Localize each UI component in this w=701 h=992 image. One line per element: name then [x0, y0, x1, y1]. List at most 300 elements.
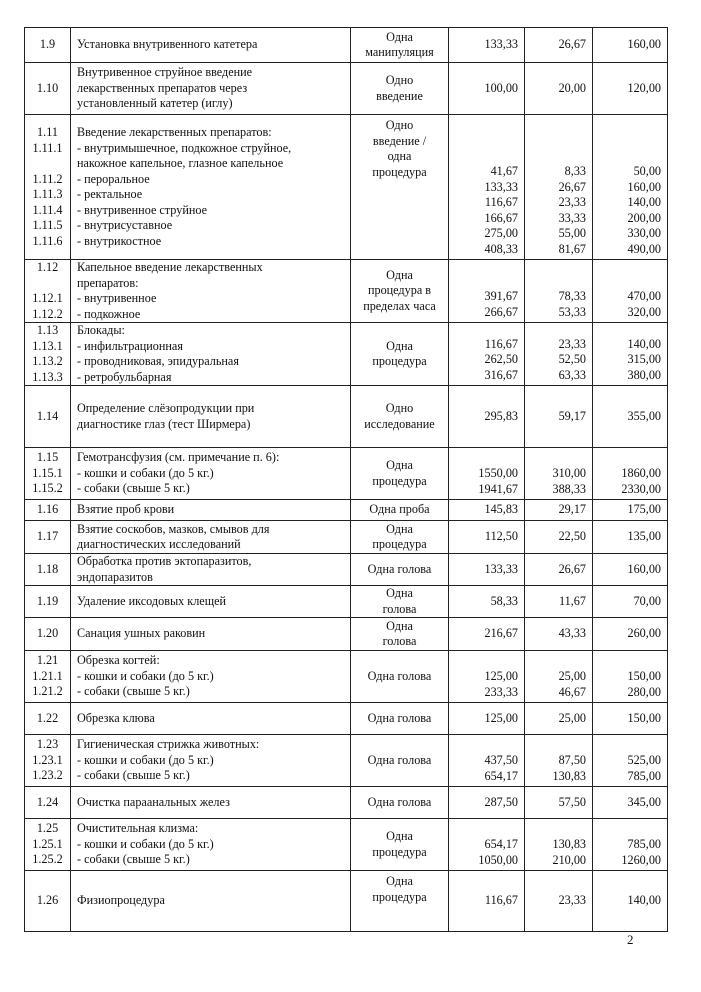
- price-with-vat-line: 160,00: [627, 179, 661, 194]
- price-with-vat-cell: [593, 63, 668, 115]
- unit-cell: [351, 618, 449, 651]
- price-without-vat-line: 41,67: [490, 164, 518, 178]
- price-with-vat-line: 140,00: [627, 336, 661, 351]
- item-code-cell: [25, 28, 71, 63]
- price-with-vat-line: 200,00: [627, 210, 661, 225]
- service-name-line: Гигиеническая стрижка животных:: [77, 737, 260, 752]
- item-code-line: 1.11.4: [32, 202, 63, 217]
- vat-line: 11,67: [559, 593, 586, 608]
- vat-cell: [525, 554, 593, 586]
- item-code-line: 1.14: [36, 408, 59, 423]
- service-name-line: - проводниковая, эпидуральная: [77, 354, 239, 368]
- service-name-cell: [71, 28, 351, 63]
- price-with-vat-line: 380,00: [627, 367, 661, 382]
- price-without-vat-line: 295,83: [484, 408, 518, 423]
- service-name-cell: [71, 448, 351, 500]
- vat-cell: [525, 28, 593, 63]
- service-name-line: - кошки и собаки (до 5 кг.): [77, 752, 214, 767]
- item-code-cell: [25, 260, 71, 323]
- page-number: 2: [627, 932, 634, 947]
- vat-cell: [525, 787, 593, 819]
- unit-cell: [351, 554, 449, 586]
- item-code-line: 1.23.2: [32, 768, 63, 783]
- vat-line: 25,00: [558, 710, 586, 725]
- service-name-line: - подкожное: [77, 306, 141, 321]
- table-row: [25, 386, 668, 448]
- item-code-line: 1.22: [36, 710, 59, 725]
- service-name-line: Гемотрансфузия (см. примечание п. 6):: [77, 450, 280, 465]
- service-name-line: - внутривенное: [77, 291, 157, 305]
- unit-cell: [351, 871, 449, 932]
- table-row: [25, 554, 668, 586]
- unit-line: Одна: [386, 29, 413, 44]
- price-without-vat-line: 437,50: [484, 753, 518, 767]
- item-code-line: 1.23: [36, 737, 59, 752]
- unit-line: исследование: [364, 416, 435, 431]
- price-with-vat-line: 160,00: [627, 37, 661, 52]
- vat-cell: [525, 586, 593, 618]
- item-code-cell: [25, 554, 71, 586]
- item-code-line: 1.13.2: [32, 354, 63, 368]
- vat-line: 26,67: [558, 561, 586, 576]
- price-without-vat-line: 1941,67: [478, 481, 518, 496]
- vat-cell: [525, 260, 593, 323]
- price-with-vat-line: 345,00: [627, 794, 661, 809]
- item-code-line: 1.25.1: [32, 836, 63, 851]
- unit-line: голова: [382, 601, 417, 616]
- price-with-vat-cell: [593, 323, 668, 386]
- vat-line: 33,33: [558, 210, 586, 225]
- vat-cell: [525, 521, 593, 554]
- price-with-vat-line: 150,00: [627, 669, 661, 683]
- price-with-vat-cell: [593, 586, 668, 618]
- price-without-vat-line: 654,17: [484, 768, 518, 783]
- unit-line: Одна голова: [367, 668, 432, 683]
- item-code-cell: [25, 871, 71, 932]
- unit-line: Одна: [386, 458, 413, 472]
- item-code-line: 1.11.1: [32, 140, 63, 155]
- unit-line: введение /: [372, 133, 427, 148]
- price-without-vat-line: 125,00: [484, 710, 518, 725]
- service-name-cell: [71, 260, 351, 323]
- item-code-line: 1.21: [36, 653, 59, 668]
- unit-line: Одно: [385, 401, 414, 415]
- item-code-cell: [25, 586, 71, 618]
- price-without-vat-line: 133,33: [484, 561, 518, 576]
- price-without-vat-cell: [449, 735, 525, 787]
- table-row: [25, 703, 668, 735]
- item-code-cell: [25, 500, 71, 521]
- vat-cell: [525, 871, 593, 932]
- service-name-line: - кошки и собаки (до 5 кг.): [77, 668, 214, 683]
- unit-line: Одна голова: [367, 752, 432, 767]
- item-code-line: 1.12.1: [32, 291, 63, 305]
- price-with-vat-line: 260,00: [627, 626, 661, 641]
- unit-cell: [351, 819, 449, 871]
- price-without-vat-cell: [449, 386, 525, 448]
- unit-cell: [351, 735, 449, 787]
- price-without-vat-cell: [449, 618, 525, 651]
- unit-line: манипуляция: [365, 45, 434, 59]
- vat-line: 210,00: [552, 852, 586, 867]
- price-with-vat-line: 150,00: [627, 710, 661, 725]
- service-name-line: - пероральное: [77, 171, 150, 186]
- vat-line: 130,83: [552, 837, 586, 851]
- vat-cell: [525, 618, 593, 651]
- unit-line: голова: [382, 634, 417, 648]
- price-without-vat-line: 1050,00: [478, 852, 518, 867]
- price-without-vat-cell: [449, 651, 525, 703]
- service-name-line: - кошки и собаки (до 5 кг.): [77, 465, 214, 480]
- unit-line: Одна: [386, 521, 413, 536]
- price-without-vat-cell: [449, 871, 525, 932]
- price-without-vat-cell: [449, 63, 525, 115]
- vat-cell: [525, 386, 593, 448]
- price-with-vat-line: 355,00: [627, 408, 661, 423]
- item-code-line: 1.12.2: [32, 306, 63, 321]
- service-name-cell: [71, 819, 351, 871]
- table-row: [25, 63, 668, 115]
- service-name-line: лекарственных препаратов через: [77, 80, 248, 95]
- unit-line: процедура: [372, 889, 427, 904]
- vat-line: 310,00: [552, 466, 586, 480]
- unit-cell: [351, 651, 449, 703]
- item-code-line: 1.15.1: [32, 465, 63, 480]
- item-code-line: 1.9: [39, 37, 56, 52]
- vat-line: 23,33: [558, 893, 586, 908]
- service-name-cell: [71, 500, 351, 521]
- price-with-vat-cell: [593, 115, 668, 260]
- item-code-line: 1.11.5: [32, 218, 63, 232]
- service-name-cell: [71, 521, 351, 554]
- price-with-vat-cell: [593, 703, 668, 735]
- table-row: [25, 586, 668, 618]
- price-with-vat-line: 70,00: [633, 593, 661, 608]
- unit-line: введение: [376, 88, 423, 103]
- item-code-cell: [25, 323, 71, 386]
- price-without-vat-cell: [449, 521, 525, 554]
- service-name-cell: [71, 323, 351, 386]
- unit-line: Одна голова: [367, 794, 432, 809]
- price-with-vat-line: 120,00: [627, 80, 661, 95]
- item-code-cell: [25, 787, 71, 819]
- price-without-vat-cell: [449, 448, 525, 500]
- item-code-line: 1.16: [36, 502, 59, 517]
- price-with-vat-cell: [593, 448, 668, 500]
- service-name-cell: [71, 871, 351, 932]
- vat-line: 78,33: [558, 289, 586, 303]
- unit-cell: [351, 500, 449, 521]
- unit-cell: [351, 260, 449, 323]
- price-without-vat-cell: [449, 703, 525, 735]
- service-name-line: диагностике глаз (тест Ширмера): [77, 416, 251, 431]
- vat-line: 46,67: [558, 684, 586, 699]
- service-name-line: - инфильтрационная: [77, 338, 183, 353]
- vat-line: 43,33: [558, 626, 586, 641]
- price-list-table: [24, 27, 668, 932]
- table-row: [25, 448, 668, 500]
- item-code-cell: [25, 651, 71, 703]
- unit-line: Одна: [386, 338, 413, 353]
- service-name-cell: [71, 703, 351, 735]
- table-row: [25, 323, 668, 386]
- item-code-line: 1.19: [36, 593, 59, 608]
- service-name-cell: [71, 651, 351, 703]
- vat-line: 55,00: [558, 226, 586, 240]
- service-name-line: Обработка против эктопаразитов,: [77, 554, 252, 568]
- service-name-cell: [71, 735, 351, 787]
- vat-cell: [525, 735, 593, 787]
- price-without-vat-cell: [449, 787, 525, 819]
- unit-line: Одна голова: [367, 561, 432, 576]
- price-without-vat-line: 116,67: [484, 893, 518, 908]
- service-name-line: препаратов:: [77, 275, 139, 290]
- service-name-line: Очистка параанальных желез: [77, 794, 230, 809]
- vat-cell: [525, 819, 593, 871]
- price-without-vat-cell: [449, 819, 525, 871]
- price-with-vat-cell: [593, 521, 668, 554]
- service-name-line: - собаки (свыше 5 кг.): [77, 852, 190, 867]
- vat-cell: [525, 115, 593, 260]
- service-name-cell: [71, 618, 351, 651]
- item-code-line: 1.15.2: [32, 481, 63, 496]
- price-without-vat-line: 133,33: [484, 179, 518, 194]
- vat-line: 81,67: [558, 241, 586, 256]
- unit-line: Одна голова: [367, 710, 432, 725]
- price-without-vat-line: 166,67: [484, 210, 518, 225]
- price-without-vat-line: 133,33: [484, 37, 518, 52]
- table-row: [25, 819, 668, 871]
- price-without-vat-cell: [449, 586, 525, 618]
- item-code-line: 1.17: [36, 529, 59, 544]
- vat-cell: [525, 63, 593, 115]
- service-name-line: установленный катетер (иглу): [77, 96, 233, 111]
- service-name-line: Очистительная клизма:: [77, 821, 199, 836]
- item-code-line: 1.12: [36, 260, 59, 274]
- price-without-vat-cell: [449, 554, 525, 586]
- vat-cell: [525, 500, 593, 521]
- price-without-vat-line: 316,67: [484, 367, 518, 382]
- service-name-line: Обрезка клюва: [77, 710, 155, 725]
- price-with-vat-line: 2330,00: [621, 481, 661, 496]
- vat-line: 29,17: [558, 502, 586, 517]
- item-code-line: 1.21.1: [32, 668, 63, 683]
- price-without-vat-line: 266,67: [484, 304, 518, 319]
- price-without-vat-cell: [449, 323, 525, 386]
- unit-line: процедура в: [367, 283, 432, 298]
- service-name-line: - ретробульбарная: [77, 369, 172, 384]
- price-without-vat-line: 233,33: [484, 684, 518, 699]
- price-with-vat-cell: [593, 554, 668, 586]
- unit-line: Одна: [386, 874, 413, 888]
- service-name-line: Введение лекарственных препаратов:: [77, 125, 272, 139]
- price-with-vat-line: 140,00: [627, 893, 661, 908]
- price-without-vat-line: 262,50: [484, 352, 518, 366]
- price-with-vat-line: 175,00: [627, 502, 661, 517]
- item-code-line: 1.15: [36, 450, 59, 465]
- item-code-line: 1.25.2: [32, 852, 63, 867]
- unit-cell: [351, 787, 449, 819]
- item-code-line: 1.21.2: [32, 684, 63, 699]
- service-name-cell: [71, 787, 351, 819]
- unit-line: Одно: [385, 118, 414, 132]
- table-row: [25, 651, 668, 703]
- item-code-line: 1.18: [36, 561, 59, 576]
- service-name-cell: [71, 63, 351, 115]
- vat-line: 22,50: [558, 529, 586, 544]
- service-name-cell: [71, 586, 351, 618]
- price-with-vat-cell: [593, 787, 668, 819]
- price-with-vat-line: 1860,00: [621, 466, 661, 480]
- service-name-line: Обрезка когтей:: [77, 653, 160, 668]
- service-name-line: Установка внутривенного катетера: [77, 37, 258, 52]
- service-name-line: - внутривенное струйное: [77, 202, 208, 217]
- service-name-line: Определение слёзопродукции при: [77, 401, 255, 415]
- price-with-vat-line: 135,00: [627, 529, 661, 544]
- service-name-line: Физиопроцедура: [77, 893, 165, 908]
- price-with-vat-cell: [593, 819, 668, 871]
- service-name-line: - внутрикостное: [77, 233, 162, 248]
- item-code-line: [25, 276, 70, 292]
- vat-line: 23,33: [558, 336, 586, 351]
- vat-line: 8,33: [564, 164, 586, 178]
- item-code-cell: [25, 819, 71, 871]
- vat-line: 26,67: [558, 179, 586, 194]
- vat-line: 25,00: [558, 669, 586, 683]
- service-name-line: Внутривенное струйное введение: [77, 65, 253, 80]
- service-name-line: Капельное введение лекарственных: [77, 260, 263, 274]
- service-name-line: Санация ушных раковин: [77, 626, 206, 641]
- table-row: [25, 260, 668, 323]
- unit-line: Одна проба: [369, 502, 430, 517]
- vat-line: 20,00: [558, 80, 586, 95]
- item-code-line: 1.10: [36, 80, 59, 95]
- item-code-line: 1.11.2: [32, 171, 63, 186]
- item-code-cell: [25, 115, 71, 260]
- service-name-line: - внутримышечное, подкожное струйное,: [77, 140, 292, 155]
- price-with-vat-line: 315,00: [627, 352, 661, 366]
- service-name-cell: [71, 554, 351, 586]
- price-with-vat-line: 320,00: [627, 304, 661, 319]
- item-code-cell: [25, 735, 71, 787]
- price-without-vat-line: 116,67: [484, 195, 518, 209]
- service-name-line: Взятие проб крови: [77, 502, 175, 517]
- price-with-vat-line: 330,00: [627, 226, 661, 240]
- table-row: [25, 115, 668, 260]
- unit-cell: [351, 386, 449, 448]
- price-with-vat-cell: [593, 386, 668, 448]
- table-row: [25, 618, 668, 651]
- vat-line: 63,33: [558, 367, 586, 382]
- unit-cell: [351, 115, 449, 260]
- vat-line: 388,33: [552, 481, 586, 496]
- price-without-vat-cell: [449, 260, 525, 323]
- unit-line: одна: [387, 149, 412, 163]
- item-code-cell: [25, 448, 71, 500]
- vat-line: 52,50: [558, 352, 586, 366]
- service-name-line: - внутрисуставное: [77, 218, 173, 232]
- price-with-vat-line: 1260,00: [621, 852, 661, 867]
- price-without-vat-line: 275,00: [484, 226, 518, 240]
- price-without-vat-line: 116,67: [484, 336, 518, 351]
- service-name-line: Блокады:: [77, 323, 125, 337]
- price-without-vat-cell: [449, 115, 525, 260]
- unit-line: процедура: [372, 844, 427, 859]
- price-with-vat-cell: [593, 651, 668, 703]
- vat-line: 53,33: [558, 304, 586, 319]
- unit-cell: [351, 323, 449, 386]
- table-row: [25, 500, 668, 521]
- price-without-vat-line: 112,50: [484, 529, 518, 544]
- price-with-vat-cell: [593, 260, 668, 323]
- unit-cell: [351, 28, 449, 63]
- unit-cell: [351, 703, 449, 735]
- unit-line: Одна: [386, 829, 413, 843]
- price-without-vat-line: 408,33: [484, 241, 518, 256]
- price-without-vat-line: 654,17: [484, 837, 518, 851]
- unit-line: Одна: [386, 267, 413, 282]
- item-code-line: 1.13: [36, 323, 59, 337]
- service-name-line: - собаки (свыше 5 кг.): [77, 481, 190, 496]
- unit-line: процедура: [372, 537, 427, 551]
- price-without-vat-line: 100,00: [484, 80, 518, 95]
- item-code-line: 1.13.3: [32, 369, 63, 384]
- price-without-vat-line: 391,67: [484, 289, 518, 303]
- item-code-line: 1.11: [37, 125, 58, 139]
- price-with-vat-line: 470,00: [627, 289, 661, 303]
- unit-cell: [351, 586, 449, 618]
- item-code-line: 1.25: [36, 821, 59, 836]
- service-name-cell: [71, 386, 351, 448]
- item-code-line: 1.11.6: [32, 233, 63, 248]
- item-code-line: [25, 156, 70, 172]
- price-with-vat-cell: [593, 871, 668, 932]
- price-without-vat-line: 287,50: [484, 794, 518, 809]
- table-row: [25, 871, 668, 932]
- item-code-cell: [25, 703, 71, 735]
- price-without-vat-line: 145,83: [484, 502, 518, 517]
- vat-line: 57,50: [558, 794, 586, 809]
- price-with-vat-line: 490,00: [627, 241, 661, 256]
- service-name-line: Удаление иксодовых клещей: [77, 593, 227, 608]
- price-without-vat-line: 216,67: [484, 626, 518, 641]
- vat-cell: [525, 651, 593, 703]
- table-row: [25, 521, 668, 554]
- table-row: [25, 735, 668, 787]
- unit-line: Одна: [386, 618, 413, 633]
- service-name-line: диагностических исследований: [77, 537, 241, 551]
- item-code-line: 1.26: [36, 893, 59, 908]
- item-code-cell: [25, 521, 71, 554]
- price-with-vat-cell: [593, 28, 668, 63]
- item-code-cell: [25, 618, 71, 651]
- vat-line: 130,83: [552, 768, 586, 783]
- service-name-line: эндопаразитов: [77, 569, 153, 584]
- price-with-vat-line: 785,00: [627, 768, 661, 783]
- service-name-line: Взятие соскобов, мазков, смывов для: [77, 521, 270, 536]
- unit-cell: [351, 63, 449, 115]
- item-code-line: 1.23.1: [32, 752, 63, 767]
- item-code-line: 1.24: [36, 794, 59, 809]
- unit-line: процедура: [372, 473, 427, 488]
- vat-cell: [525, 703, 593, 735]
- vat-line: 59,17: [558, 408, 586, 423]
- price-with-vat-line: 525,00: [627, 753, 661, 767]
- vat-line: 87,50: [558, 753, 586, 767]
- table-row: [25, 787, 668, 819]
- price-without-vat-line: 58,33: [490, 593, 518, 608]
- vat-line: 26,67: [558, 37, 586, 52]
